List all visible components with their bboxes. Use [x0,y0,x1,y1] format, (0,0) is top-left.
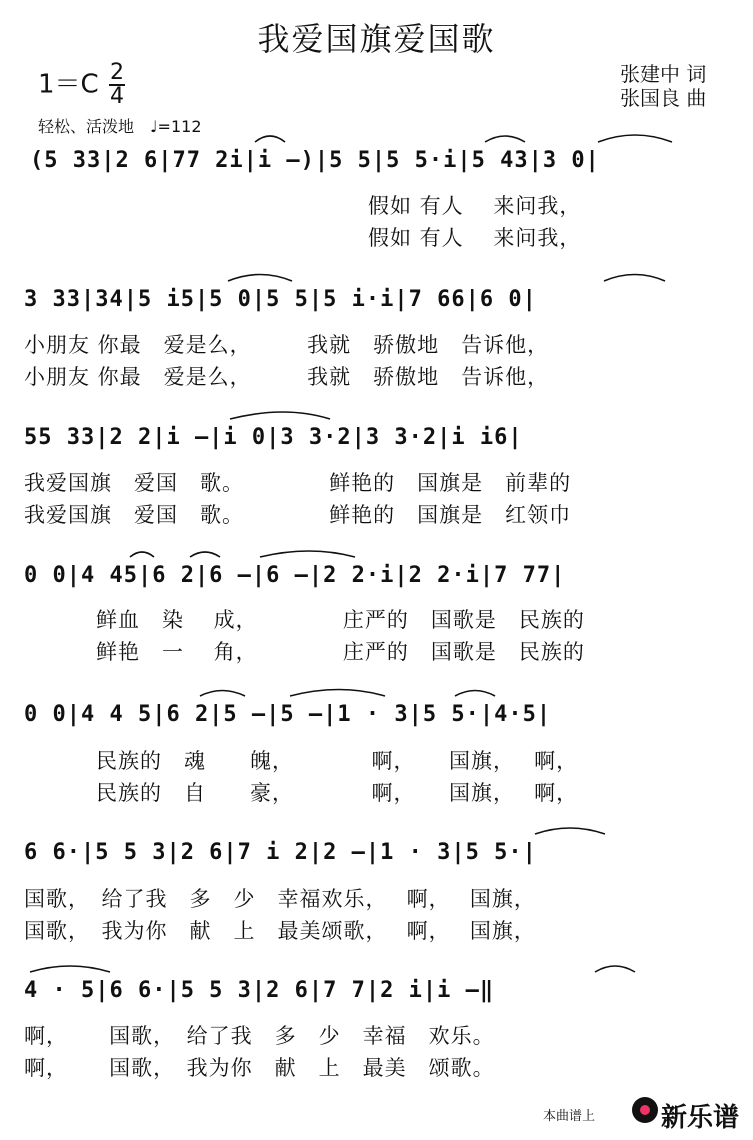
notation-line-5: 0 0|4 4 5|6 2|5 —|5 —|1 · 3|5 5·|4·5| [24,702,552,727]
notation-line-7: 4 · 5|6 6·|5 5 3|2 6|7 7|2 i|i —‖ [24,978,495,1003]
slur [535,828,605,834]
music-disc-icon [632,1097,658,1123]
composer-credit: 张国良 曲 [620,86,707,110]
notation-line-6: 6 6·|5 5 3|2 6|7 i 2|2 —|1 · 3|5 5·| [24,840,537,865]
lyric-line-5-verse-1: 民族的 魂 魄， 啊， 国旗， 啊， [96,749,579,773]
site-logo-text: 新乐谱 [661,1103,740,1133]
lyric-line-7-verse-1: 啊， 国歌， 给了我 多 少 幸福 欢乐。 [24,1024,495,1048]
key-label: 1＝C [38,69,99,100]
lyric-line-3-verse-1: 我爱国旗 爱国 歌。 鲜艳的 国旗是 前辈的 [24,471,572,495]
slur [455,691,495,697]
slur [200,691,245,697]
footer-source: 本曲谱上 [543,1109,596,1124]
slur [190,552,220,557]
lyric-line-2-verse-2: 小朋友 你最 爱是么， 我就 骄傲地 告诉他， [24,365,550,389]
lyric-line-4-verse-2: 鲜艳 一 角， 庄严的 国歌是 民族的 [96,640,585,664]
lyric-line-6-verse-2: 国歌， 我为你 献 上 最美颂歌， 啊， 国旗， [24,919,536,943]
lyric-line-1-verse-1: 假如 有人 来问我， [368,194,582,218]
slur [130,552,154,557]
time-numerator: 2 [109,60,124,85]
tempo-marking: 轻松、活泼地 ♩=112 [38,117,202,136]
lyric-line-4-verse-1: 鲜血 染 成， 庄严的 国歌是 民族的 [96,608,585,632]
slur [228,275,292,282]
lyricist-credit: 张建中 词 [620,62,707,86]
song-title: 我爱国旗爱国歌 [257,20,496,58]
slur [485,136,525,142]
slur [230,412,330,419]
time-denominator: 4 [109,84,124,109]
notation-line-3: 55 33|2 2|i —|i 0|3 3·2|3 3·2|i i6| [24,425,523,450]
slur [290,690,385,697]
lyric-line-7-verse-2: 啊， 国歌， 我为你 献 上 最美 颂歌。 [24,1056,495,1080]
slur [604,275,665,282]
slur [255,136,285,142]
notation-line-2: 3 33|34|5 i5|5 0|5 5|5 i·i|7 66|6 0| [24,287,537,312]
lyric-line-5-verse-2: 民族的 自 豪， 啊， 国旗， 啊， [96,781,579,805]
lyric-line-6-verse-1: 国歌， 给了我 多 少 幸福欢乐， 啊， 国旗， [24,887,536,911]
notation-line-4: 0 0|4 45|6 2|6 —|6 —|2 2·i|2 2·i|7 77| [24,563,566,588]
notation-line-1: (5 33|2 6|77 2i|i —)|5 5|5 5·i|5 43|3 0| [30,148,600,173]
slur [595,966,635,972]
lyric-line-2-verse-1: 小朋友 你最 爱是么， 我就 骄傲地 告诉他， [24,333,550,357]
lyric-line-1-verse-2: 假如 有人 来问我， [368,226,582,250]
lyric-line-3-verse-2: 我爱国旗 爱国 歌。 鲜艳的 国旗是 红领巾 [24,503,572,527]
slur [30,966,110,972]
slur [260,551,355,557]
slur [598,135,672,142]
